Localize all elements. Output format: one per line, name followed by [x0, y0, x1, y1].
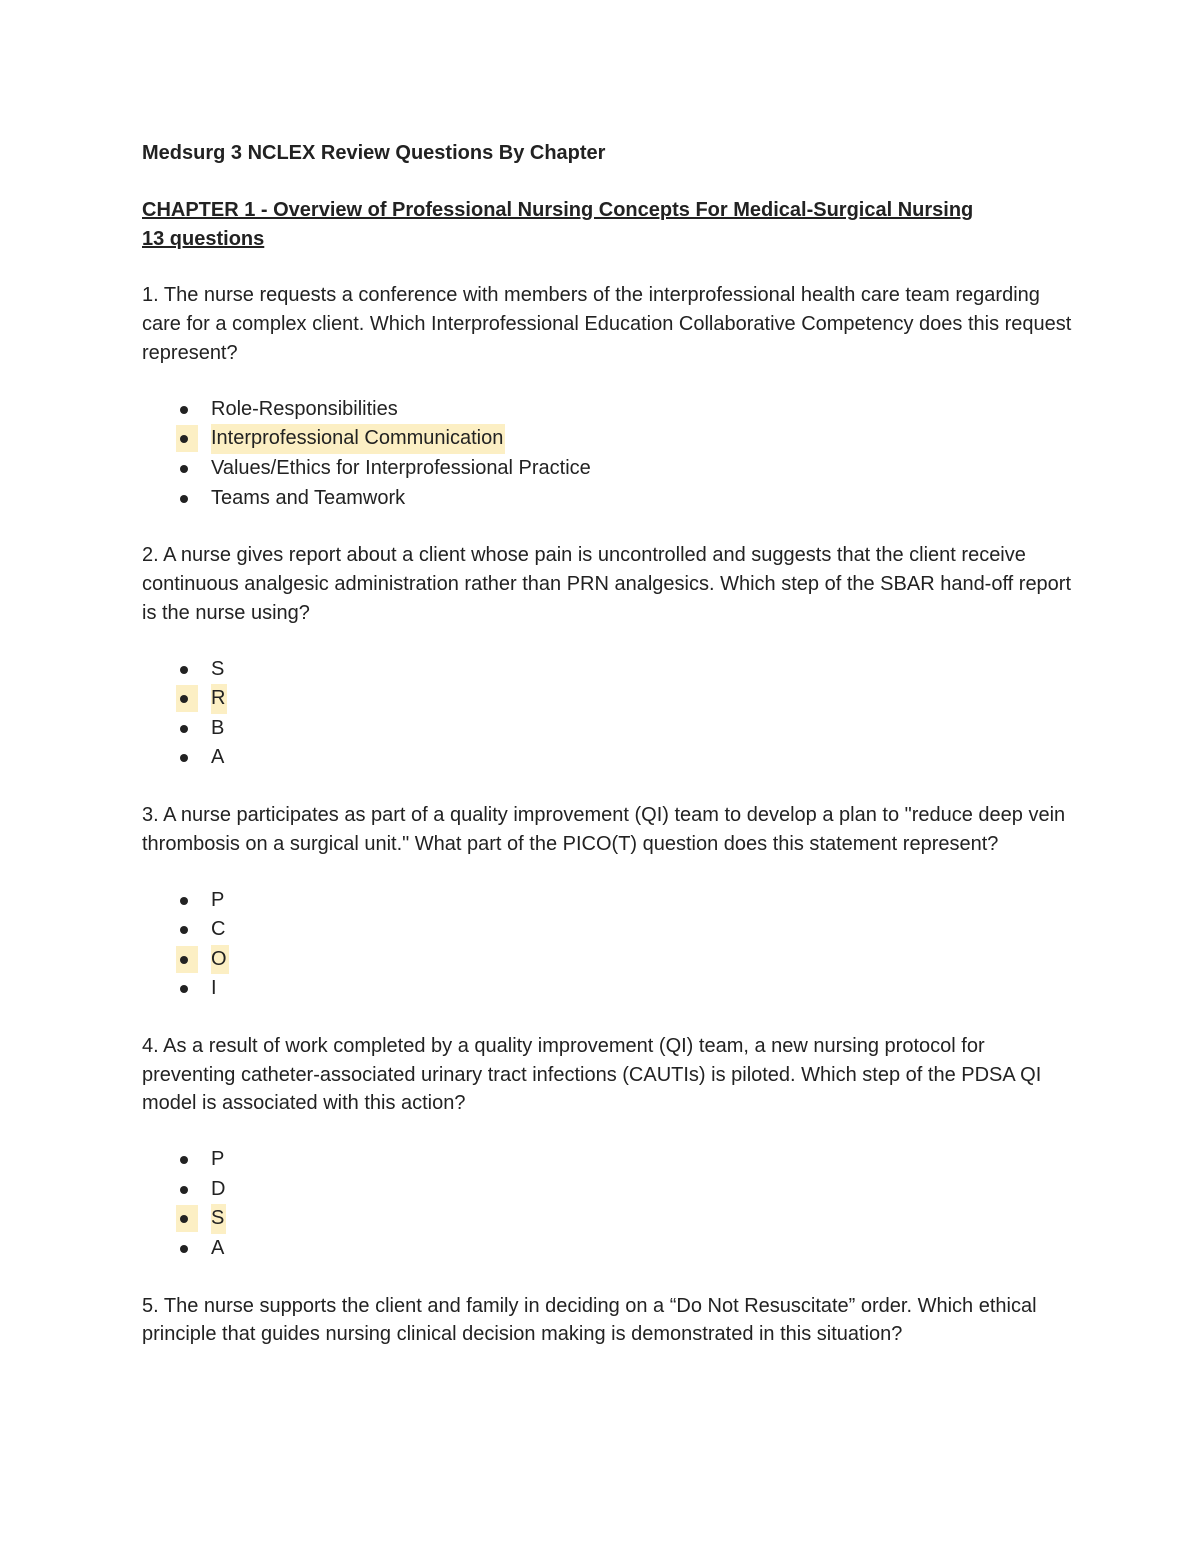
bullet-icon — [180, 666, 188, 674]
answer-option-label: A — [211, 746, 225, 769]
answer-option — [142, 974, 1072, 1004]
bullet-icon — [180, 1186, 188, 1194]
chapter-question-count: 13 questions — [142, 227, 265, 250]
answer-option — [142, 454, 1072, 484]
bullet-icon — [180, 1156, 188, 1164]
answer-option-label: Interprofessional Communication — [211, 424, 505, 454]
bullet-icon — [180, 495, 188, 503]
question-text: 1. The nurse requests a conference with members of the interprofessional health care team regarding care for a complex client. Which Interprofessional Education Collaborative Competency does this request represent? — [142, 284, 1072, 364]
answer-option-label: S — [211, 657, 225, 680]
question-4 — [142, 1032, 1072, 1264]
answer-option-label: Teams and Teamwork — [211, 486, 406, 509]
bullet-icon — [180, 985, 188, 993]
answer-option-label: O — [211, 945, 229, 975]
answer-option-label: S — [211, 1204, 226, 1234]
answer-options — [142, 1145, 1072, 1263]
answer-option — [142, 1145, 1072, 1175]
answer-options — [142, 395, 1072, 513]
answer-option — [142, 915, 1072, 945]
answer-option-highlighted — [142, 424, 1072, 454]
bullet-icon — [180, 725, 188, 733]
question-text: 2. A nurse gives report about a client whose pain is uncontrolled and suggests that the client receive continuous analgesic administration rather than PRN analgesics. Which step of the SBAR hand-off report is the nurse using? — [142, 544, 1072, 624]
bullet-icon — [180, 406, 188, 414]
answer-option — [142, 655, 1072, 685]
answer-option — [142, 395, 1072, 425]
answer-option-label: B — [211, 716, 225, 739]
answer-option-highlighted — [142, 1204, 1072, 1234]
answer-option — [142, 886, 1072, 916]
bullet-icon — [180, 897, 188, 905]
document-page — [142, 139, 1072, 1349]
bullet-icon — [180, 754, 188, 762]
bullet-icon — [180, 956, 188, 964]
question-1 — [142, 281, 1072, 513]
answer-option — [142, 1234, 1072, 1264]
answer-option-highlighted — [142, 945, 1072, 975]
answer-option-label: Role-Responsibilities — [211, 397, 398, 420]
answer-option — [142, 714, 1072, 744]
bullet-icon — [180, 465, 188, 473]
answer-option-label: R — [211, 684, 227, 714]
answer-option-highlighted — [142, 684, 1072, 714]
bullet-icon — [180, 926, 188, 934]
answer-option-label: C — [211, 918, 226, 941]
answer-option-label: Values/Ethics for Interprofessional Practice — [211, 456, 591, 479]
answer-option — [142, 484, 1072, 514]
answer-option-label: P — [211, 888, 225, 911]
chapter-heading-line-1: CHAPTER 1 - Overview of Professional Nursing Concepts For Medical-Surgical Nursing — [142, 198, 974, 221]
answer-option-label: D — [211, 1177, 226, 1200]
answer-option — [142, 743, 1072, 773]
question-5 — [142, 1292, 1072, 1350]
answer-option-label: P — [211, 1148, 225, 1171]
answer-options — [142, 655, 1072, 773]
answer-options — [142, 886, 1072, 1004]
answer-option-label: I — [211, 977, 217, 1000]
chapter-heading — [142, 196, 1072, 254]
question-text: 4. As a result of work completed by a quality improvement (QI) team, a new nursing protocol for preventing catheter-associated urinary tract infections (CAUTIs) is piloted. Which step of the PDSA QI model is associated with this action? — [142, 1034, 1042, 1115]
bullet-icon — [180, 1245, 188, 1253]
question-text: 3. A nurse participates as part of a quality improvement (QI) team to develop a plan to "reduce deep vein thrombosis on a surgical unit." What part of the PICO(T) question does this statement represent? — [142, 803, 1066, 855]
answer-option-label: A — [211, 1237, 225, 1260]
question-3 — [142, 801, 1072, 1004]
document-title: Medsurg 3 NCLEX Review Questions By Chapter — [142, 142, 606, 164]
answer-option — [142, 1175, 1072, 1205]
question-2 — [142, 541, 1072, 773]
question-text: 5. The nurse supports the client and family in deciding on a “Do Not Resuscitate” order. Which ethical principle that guides nursing clinical decision making is demonstrated in this situation? — [142, 1294, 1037, 1346]
